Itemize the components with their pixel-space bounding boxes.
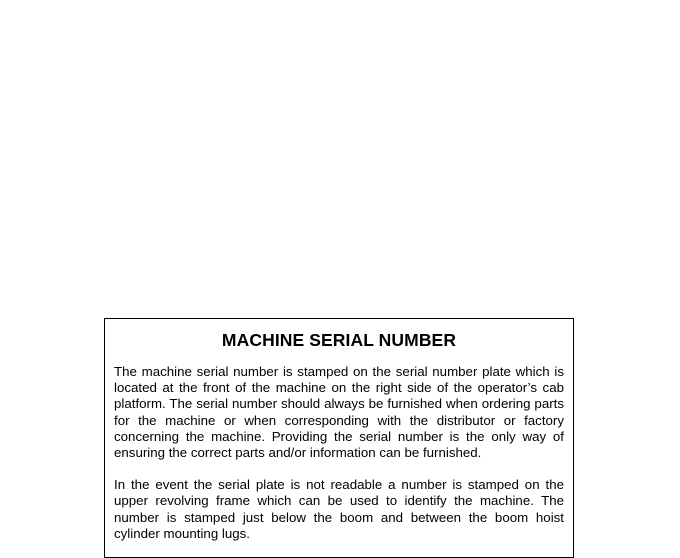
serial-plate-location-paragraph: The machine serial number is stamped on the serial number plate which is located at the front of the machine on the right side of the operator’s cab platform. The serial number should always be furnished when ordering parts for the machine or when corresponding with the distributor or factory concerning the machine. Providing the serial number is the only way of ensuring the correct parts and/or information can be furnished. xyxy=(114,364,564,461)
stamped-number-paragraph: In the event the serial plate is not readable a number is stamped on the upper revolving frame which can be used to identify the machine. The number is stamped just below the boom and between the boom hoist cylinder mounting lugs. xyxy=(114,477,564,541)
serial-number-notice-box xyxy=(104,318,574,558)
notice-title: MACHINE SERIAL NUMBER xyxy=(221,330,457,350)
